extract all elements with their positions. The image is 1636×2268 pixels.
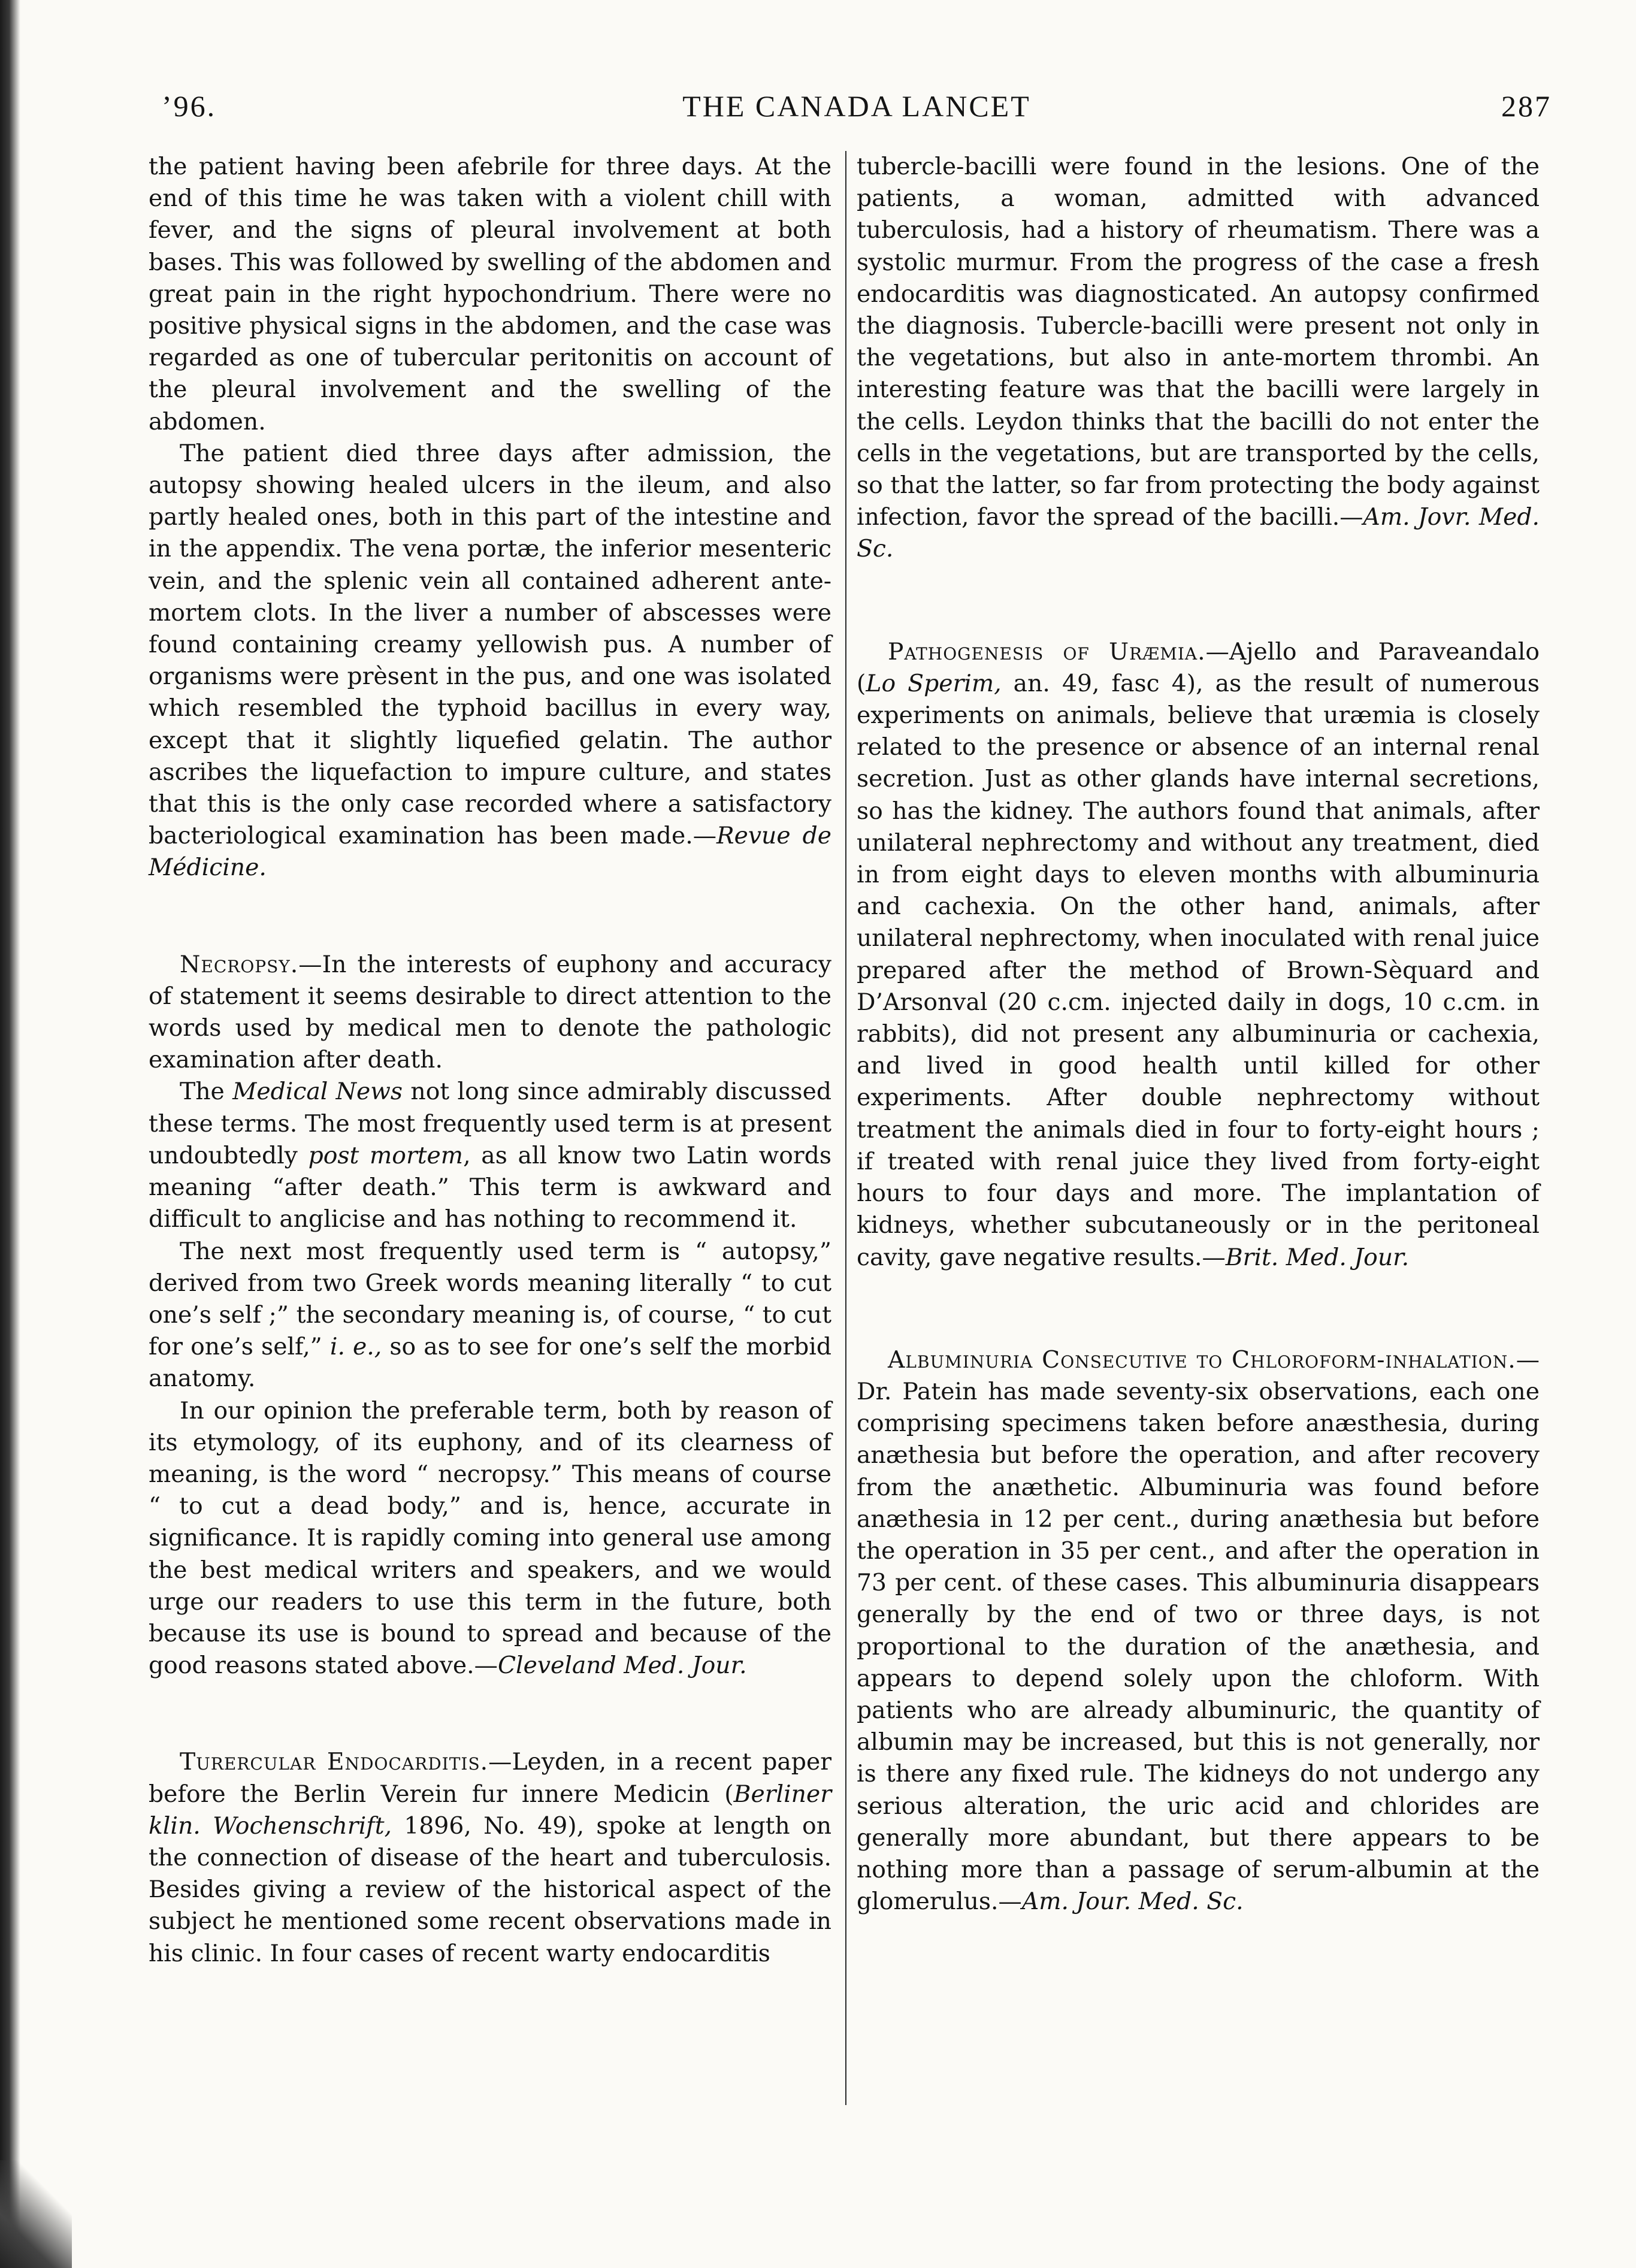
running-header [162, 89, 1552, 137]
article-title: Pathogenesis of Uræmia. [888, 638, 1206, 666]
column-divider [845, 151, 846, 2105]
source-citation: Brit. Med. Jour. [1225, 1244, 1410, 1271]
necropsy-paragraph-2: The Medical News not long since admirably discussed these terms. The most frequently used term is at present undoubtedly post mortem, as all know two Latin words meaning “after death.” This term is awkward and difficult to anglicise and has nothing to recommend it. [149, 1078, 832, 1233]
article-continuation-paragraph: the patient having been afebrile for three days. At the end of this time he was taken with a violent chill with fever, and the signs of pleural involvement at both bases. This was followed by swelling of the abdomen and great pain in the right hypochondrium. There were no positive physical signs in the abdomen, and the case was regarded as one of tubercular peritonitis on account of the pleural involvement and the swelling of the abdomen. [149, 153, 831, 436]
header-journal-title: THE CANADA LANCET [682, 89, 1031, 123]
albuminuria-article: Albuminuria Consecutive to Chloroform-inhalation.—Dr. Patein has made seventy-six observations, each one comprising specimens taken before anæsthesia, during anæthesia but before the operation, and after recovery from the anæthetic. Albuminuria was found before anæthesia in 12 per cent., during anæthesia but before the operation in 35 per cent., and after the operation in 73 per cent. of these cases. This albuminuria disappears generally by the end of two or three days, is not proportional to the duration of the anæthesia, and appears to depend solely upon the chloform. With patients who are already albuminuric, the quantity of albumin may be increased, but this is not generally, nor is there any fixed rule. The kidneys do not undergo any serious alteration, the uric acid and chlorides are generally more abundant, but there appears to be nothing more than a passage of serum-albumin at the glomerulus.—Am. Jour. Med. Sc. [857, 1346, 1540, 1916]
right-column [857, 151, 1540, 1918]
header-year: ’96. [162, 89, 217, 123]
page-corner-shadow [0, 2160, 72, 2268]
source-citation: Am. Jour. Med. Sc. [1021, 1888, 1244, 1916]
endocarditis-continuation: tubercle-bacilli were found in the lesions. One of the patients, a woman, admitted with advanced tuberculosis, had a history of rheumatism. There was a systolic murmur. From the progress of the case a fresh endocarditis was diagnosticated. An autopsy confirmed the diagnosis. Tubercle-bacilli were present not only in the vegetations, but also in ante-mortem thrombi. An interesting feature was that the bacilli were largely in the cells. Leydon thinks that the bacilli do not enter the cells in the vegetations, but are transported by the cells, so that the latter, so far from protecting the body against infection, favor the spread of the bacilli.—Am. Jovr. Med. Sc. [857, 153, 1540, 563]
left-column [149, 151, 831, 1970]
necropsy-article: Necropsy.—In the interests of euphony and accuracy of statement it seems desirable to direct attention to the words used by medical men to denote the pathologic examination after death. [149, 951, 831, 1074]
source-citation: Revue de Médicine. [149, 822, 831, 882]
article-title: Necropsy. [180, 951, 299, 978]
endocarditis-article: Turercular Endocarditis.—Leyden, in a recent paper before the Berlin Verein fur innere Medicin (Berliner klin. Wochenschrift, 1896, No. 49), spoke at length on the connection of disease of the heart and tuberculosis. Besides giving a review of the historical aspect of the subject he mentioned some recent observations made in his clinic. In four cases of recent warty endocarditis [149, 1749, 832, 1967]
uraemia-article: Pathogenesis of Uræmia.—Ajello and Paraveandalo (Lo Sperim, an. 49, fasc 4), as the result of numerous experiments on animals, believe that uræmia is closely related to the presence or absence of an internal renal secretion. Just as other glands have internal secretions, so has the kidney. The authors found that animals, after unilateral nephrectomy and without any treatment, died in from eight days to eleven months with albuminuria and cachexia. On the other hand, animals, after unilateral nephrectomy, when inoculated with renal juice prepared after the method of Brown-Sèquard and D’Arsonval (20 c.cm. injected daily in dogs, 10 c.cm. in rabbits), did not present any albuminuria or cachexia, and lived in good health until killed for other experiments. After double nephrectomy without treatment the animals died in four to forty-eight hours ; if treated with renal juice they lived from forty-eight hours to four days and more. The implantation of kidneys, whether subcutaneously or in the peritoneal cavity, gave negative results.—Brit. Med. Jour. [857, 638, 1540, 1271]
necropsy-paragraph-4: In our opinion the preferable term, both by reason of its etymology, of its euphony, and of its clearness of meaning, is the word “ necropsy.” This means of course “ to cut a dead body,” and is, hence, accurate in significance. It is rapidly coming into general use among the best medical writers and speakers, and we would urge our readers to use this term in the future, both because its use is bound to spread and because of the good reasons stated above.—Cleveland Med. Jour. [149, 1397, 831, 1680]
header-page-number: 287 [1501, 89, 1552, 123]
binding-shadow [0, 0, 20, 2268]
article-title: Albuminuria Consecutive to Chloroform-inhalation. [888, 1346, 1516, 1374]
necropsy-paragraph-3: The next most frequently used term is “ autopsy,” derived from two Greek words meaning literally “ to cut one’s self ;” the secondary meaning is, of course, “ to cut for one’s self,” i. e., so as to see for one’s self the morbid anatomy. [149, 1238, 831, 1393]
source-citation: Am. Jovr. Med. Sc. [857, 504, 1540, 563]
autopsy-paragraph: The patient died three days after admission, the autopsy showing healed ulcers in the ileum, and also partly healed ones, both in this part of the intestine and in the appendix. The vena portæ, the inferior mesenteric vein, and the splenic vein all contained adherent ante-mortem clots. In the liver a number of abscesses were found containing creamy yellowish pus. A number of organisms were prèsent in the pus, and one was isolated which resembled the typhoid bacillus in every way, except that it slightly liquefied gelatin. The author ascribes the liquefaction to impure culture, and states that this is the only case recorded where a satisfactory bacteriological examination has been made.—Revue de Médicine. [149, 440, 831, 882]
source-citation: Cleveland Med. Jour. [497, 1652, 747, 1680]
article-title: Turercular Endocarditis. [180, 1749, 489, 1776]
